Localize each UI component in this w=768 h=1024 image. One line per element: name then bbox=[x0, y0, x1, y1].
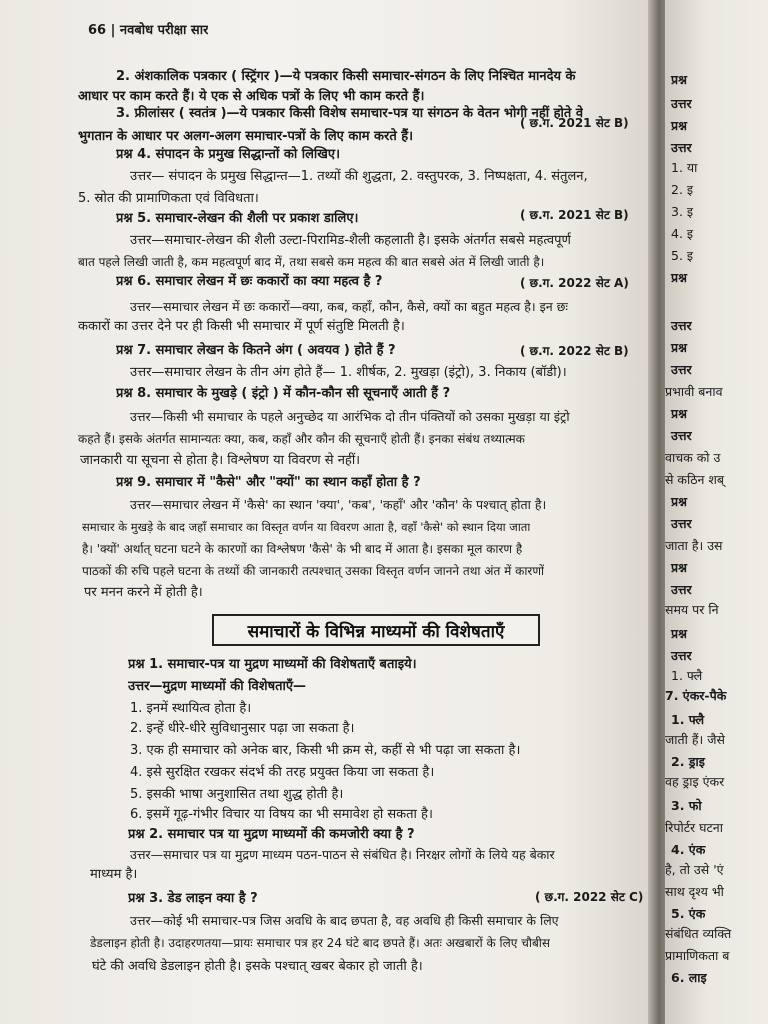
list-item-4: 4. इसे सुरक्षित रखकर संदर्भ की तरह प्रयुक्त किया जा सकता है। bbox=[130, 765, 435, 780]
right-fragment: साथ दृश्य भी bbox=[665, 884, 724, 899]
right-fragment: 4. एंक bbox=[671, 842, 706, 857]
right-fragment: वाचक को उ bbox=[665, 450, 721, 465]
right-fragment: प्रश्न bbox=[671, 118, 687, 133]
right-fragment: प्रामाणिकता ब bbox=[665, 948, 730, 963]
right-fragment: 2. इ bbox=[671, 182, 694, 197]
text-line-15: उत्तर—समाचार लेखन के तीन अंग होते हैं— 1. शीर्षक, 2. मुखड़ा (इंट्रो), 3. निकाय (बॉडी)। bbox=[130, 365, 567, 380]
exam-reference: ( छ.ग. 2022 सेट A) bbox=[520, 276, 629, 290]
text-line-10: बात पहले लिखी जाती है, कम महत्वपूर्ण बाद में, तथा सबसे कम महत्व की बात सबसे अंत में लिखी जाती है। bbox=[78, 255, 545, 269]
right-fragment: 1. फ्लै bbox=[671, 668, 703, 683]
question-6: प्रश्न 6. समाचार लेखन में छः ककारों का क्या महत्व है ? bbox=[116, 274, 383, 289]
right-fragment: 2. ड्राइ bbox=[671, 754, 705, 769]
text-line-b13: उत्तर—कोई भी समाचार-पत्र जिस अवधि के बाद छपता है, वह अवधि ही किसी समाचार के लिए bbox=[130, 913, 559, 928]
right-fragment: प्रश्न bbox=[671, 270, 687, 285]
right-fragment: उत्तर bbox=[671, 582, 692, 597]
text-line-2: आधार पर काम करते हैं। ये एक से अधिक पत्रों के लिए भी काम करते हैं। bbox=[78, 89, 425, 104]
text-line-17: उत्तर—किसी भी समाचार के पहले अनुच्छेद या आरंभिक दो तीन पंक्तियों को उसका मुखड़ा या इंट्रो bbox=[130, 409, 570, 424]
right-fragment: उत्तर bbox=[671, 648, 692, 663]
right-fragment: प्रश्न bbox=[671, 340, 687, 355]
right-fragment: प्रश्न bbox=[671, 72, 687, 87]
text-line-6: उत्तर— संपादन के प्रमुख सिद्धान्त—1. तथ्यों की शुद्धता, 2. वस्तुपरक, 3. निष्पक्षता, 4. संतुलन, bbox=[130, 169, 588, 184]
right-fragment: प्रश्न bbox=[671, 560, 687, 575]
question-3: प्रश्न 3. डेड लाइन क्या है ? bbox=[128, 891, 258, 906]
list-item-3: 3. एक ही समाचार को अनेक बार, किसी भी क्रम से, कहीं से भी पढ़ा जा सकता है। bbox=[130, 743, 521, 758]
text-line-13: ककारों का उत्तर देने पर ही किसी भी समाचार में पूर्ण संतुष्टि मिलती है। bbox=[78, 319, 405, 334]
question-2: प्रश्न 2. समाचार पत्र या मुद्रण माध्यमों की कमजोरी क्या है ? bbox=[128, 827, 415, 842]
right-fragment: उत्तर bbox=[671, 362, 692, 377]
question-1: प्रश्न 1. समाचार-पत्र या मुद्रण माध्यमों की विशेषताएँ बताइये। bbox=[128, 657, 417, 672]
right-fragment: 1. या bbox=[671, 160, 698, 175]
list-item-5: 5. इसकी भाषा अनुशासित तथा शुद्ध होती है। bbox=[130, 787, 344, 802]
right-fragment: 3. इ bbox=[671, 204, 694, 219]
text-line-9: उत्तर—समाचार-लेखन की शैली उल्टा-पिरामिड-शैली कहलाती है। इसके अंतर्गत सबसे महत्वपूर्ण bbox=[130, 233, 571, 248]
right-fragment: 6. लाइ bbox=[671, 970, 707, 985]
right-fragment: वह ड्राइ एंकर bbox=[665, 774, 725, 789]
text-line-7: 5. स्रोत की प्रामाणिकता एवं विविधता। bbox=[78, 191, 259, 206]
text-line-24: पाठकों की रुचि पहले घटना के तथ्यों की जानकारी तत्पश्चात् उसका विस्तृत वर्णन जानने तथा अंत में कारणों bbox=[82, 564, 545, 578]
list-item-1: 1. इनमें स्थायित्व होता है। bbox=[130, 701, 252, 716]
text-line-25: पर मनन करने में होती है। bbox=[84, 585, 203, 600]
right-fragment: 1. फ्लै bbox=[671, 712, 705, 727]
right-page bbox=[665, 0, 768, 1024]
right-fragment: संबंधित व्यक्ति bbox=[665, 926, 732, 941]
text-line-b15: घंटे की अवधि डेडलाइन होती है। इसके पश्चात् खबर बेकार हो जाती है। bbox=[92, 959, 423, 974]
text-line-b11: माध्यम है। bbox=[90, 867, 138, 882]
list-item-6: 6. इसमें गूढ़-गंभीर विचार या विषय का भी समावेश हो सकता है। bbox=[130, 807, 433, 822]
text-line-22: समाचार के मुखड़े के बाद जहाँ समाचार का विस्तृत वर्णन या विवरण आता है, वहाँ 'कैसे' को स्थान दिया जाता bbox=[82, 520, 531, 534]
answer-heading: उत्तर—मुद्रण माध्यमों की विशेषताएँ— bbox=[128, 679, 307, 694]
exam-reference: ( छ.ग. 2021 सेट B) bbox=[520, 208, 629, 222]
right-fragment: 5. एंक bbox=[671, 906, 706, 921]
text-line-18: कहते हैं। इसके अंतर्गत सामान्यतः क्या, कब, कहाँ और कौन की सूचनाएँ होती हैं। इनका संबंध तथ्यात्मक bbox=[78, 432, 525, 446]
text-line-12: उत्तर—समाचार लेखन में छः ककारों—क्या, कब, कहाँ, कौन, कैसे, क्यों का बहुत महत्व है। इन छः bbox=[130, 299, 568, 314]
right-fragment: प्रश्न bbox=[671, 494, 687, 509]
exam-reference: ( छ.ग. 2022 सेट C) bbox=[535, 890, 644, 904]
right-fragment: 5. इ bbox=[671, 248, 694, 263]
right-fragment: उत्तर bbox=[671, 140, 692, 155]
right-fragment: समय पर नि bbox=[665, 602, 719, 617]
right-fragment: प्रश्न bbox=[671, 406, 687, 421]
exam-reference: ( छ.ग. 2022 सेट B) bbox=[520, 344, 629, 358]
right-fragment: जाती हैं। जैसे bbox=[665, 732, 725, 747]
text-line-3: 3. फ्रीलांसर ( स्वतंत्र )—ये पत्रकार किसी विशेष समाचार-पत्र या संगठन के वेतन भोगी नहीं होते वे bbox=[116, 106, 584, 121]
right-fragment: 4. इ bbox=[671, 226, 694, 241]
right-fragment: है, तो उसे 'एं bbox=[665, 862, 724, 877]
text-line-21: उत्तर—समाचार लेखन में 'कैसे' का स्थान 'क्या', 'कब', 'कहाँ' और 'कौन' के पश्चात् होता है। bbox=[130, 497, 547, 512]
text-line-23: है। 'क्यों' अर्थात् घटना घटने के कारणों का विश्लेषण 'कैसे' के भी बाद में आता है। इसका मूल कारण है bbox=[82, 542, 523, 556]
text-line-19: जानकारी या सूचना से होता है। विश्लेषण या विवरण से नहीं। bbox=[80, 453, 361, 468]
right-fragment: प्रभावी बनाव bbox=[665, 384, 723, 399]
question-7: प्रश्न 7. समाचार लेखन के कितने अंग ( अवयव ) होते हैं ? bbox=[116, 343, 396, 358]
question-9: प्रश्न 9. समाचार में "कैसे" और "क्यों" का स्थान कहाँ होता है ? bbox=[116, 475, 421, 490]
page-header: 66 | नवबोध परीक्षा सार bbox=[88, 23, 209, 38]
list-item-2: 2. इन्हें धीरे-धीरे सुविधानुसार पढ़ा जा सकता है। bbox=[130, 721, 355, 736]
exam-reference: ( छ.ग. 2021 सेट B) bbox=[520, 116, 629, 130]
question-4: प्रश्न 4. संपादन के प्रमुख सिद्धान्तों को लिखिए। bbox=[116, 147, 341, 162]
question-5: प्रश्न 5. समाचार-लेखन की शैली पर प्रकाश डालिए। bbox=[116, 211, 359, 226]
right-fragment: प्रश्न bbox=[671, 626, 687, 641]
right-fragment: 3. फो bbox=[671, 798, 702, 813]
text-line-b14: डेडलाइन होती है। उदाहरणतया—प्रायः समाचार पत्र हर 24 घंटे बाद छपते हैं। अतः अखबारों के लिए चौबीस bbox=[90, 936, 551, 950]
right-fragment: से कठिन शब् bbox=[665, 472, 725, 487]
right-fragment: उत्तर bbox=[671, 516, 692, 531]
right-fragment: जाता है। उस bbox=[665, 538, 723, 553]
right-fragment: उत्तर bbox=[671, 318, 692, 333]
section-heading: समाचारों के विभिन्न माध्यमों की विशेषताएँ bbox=[212, 614, 540, 646]
right-fragment: उत्तर bbox=[671, 96, 692, 111]
text-line-4: भुगतान के आधार पर अलग-अलग समाचार-पत्रों के लिए काम करते हैं। bbox=[78, 129, 414, 144]
right-fragment: रिपोर्टर घटना bbox=[665, 820, 723, 835]
right-fragment: उत्तर bbox=[671, 428, 692, 443]
text-line-1: 2. अंशकालिक पत्रकार ( स्ट्रिंगर )—ये पत्रकार किसी समाचार-संगठन के लिए निश्चित मानदेय के bbox=[116, 69, 576, 84]
text-line-b10: उत्तर—समाचार पत्र या मुद्रण माध्यम पठन-पाठन से संबंधित है। निरक्षर लोगों के लिये यह बेकार bbox=[130, 847, 555, 862]
question-8: प्रश्न 8. समाचार के मुखड़े ( इंट्रो ) में कौन-कौन सी सूचनाएँ आती हैं ? bbox=[116, 386, 451, 401]
right-fragment: 7. एंकर-पैके bbox=[665, 688, 727, 703]
